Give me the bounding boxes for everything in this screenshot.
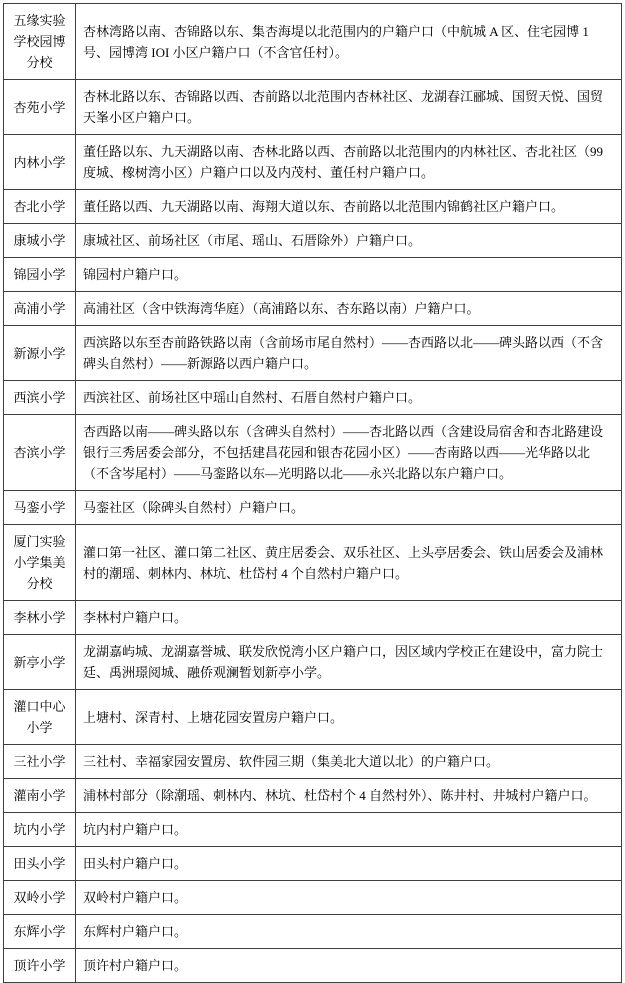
school-name-cell: 五缘实验学校园博分校 (4, 4, 76, 80)
table-row (4, 813, 622, 847)
table-row (4, 292, 622, 326)
district-cell: 顶许村户籍户口。 (76, 949, 622, 983)
district-cell: 高浦社区（含中铁海湾华庭）（高浦路以东、杏东路以南）户籍户口。 (76, 292, 622, 326)
district-cell: 浦林村部分（除潮瑶、刺林内、林坑、杜岱村个 4 自然村外）、陈井村、井城村户籍户口。 (76, 779, 622, 813)
district-cell: 杏林北路以东、杏锦路以西、杏前路以北范围内杏林社区、龙湖春江郦城、国贸天悦、国贸天峯小区户籍户口。 (76, 80, 622, 135)
table-row (4, 525, 622, 601)
school-name-cell: 杏滨小学 (4, 415, 76, 491)
school-name-cell: 杏北小学 (4, 190, 76, 224)
school-name-cell: 康城小学 (4, 224, 76, 258)
table-row (4, 779, 622, 813)
table-row (4, 4, 622, 80)
district-cell: 董任路以西、九天湖路以南、海翔大道以东、杏前路以北范围内锦鹤社区户籍户口。 (76, 190, 622, 224)
school-name-cell: 李林小学 (4, 601, 76, 635)
school-name-cell: 马銮小学 (4, 491, 76, 525)
school-name-cell: 新源小学 (4, 326, 76, 381)
school-name-cell: 新亭小学 (4, 635, 76, 690)
district-cell: 上塘村、深青村、上塘花园安置房户籍户口。 (76, 690, 622, 745)
school-name-cell: 双岭小学 (4, 881, 76, 915)
table-row (4, 381, 622, 415)
district-cell: 龙湖嘉屿城、龙湖嘉誉城、联发欣悦湾小区户籍户口，因区域内学校正在建设中，富力院士廷、禹洲璟阅城、融侨观澜暂划新亭小学。 (76, 635, 622, 690)
school-name-cell: 内林小学 (4, 135, 76, 190)
table-row (4, 915, 622, 949)
district-cell: 李林村户籍户口。 (76, 601, 622, 635)
table-row (4, 491, 622, 525)
table-row (4, 881, 622, 915)
district-cell: 杏西路以南——碑头路以东（含碑头自然村）——杏北路以西（含建设局宿舍和杏北路建设银行三秀居委会部分，不包括建昌花园和银杏花园小区）——杏南路以西——光华路以北（不含岑尾村）——马銮路以东—光明路以北——永兴北路以东户籍户口。 (76, 415, 622, 491)
table-row (4, 415, 622, 491)
table-row (4, 601, 622, 635)
district-cell: 锦园村户籍户口。 (76, 258, 622, 292)
table-row (4, 326, 622, 381)
school-name-cell: 高浦小学 (4, 292, 76, 326)
district-cell: 董任路以东、九天湖路以南、杏林北路以西、杏前路以北范围内的内林社区、杏北社区（99 度城、橡树湾小区）户籍户口以及内茂村、董任村户籍户口。 (76, 135, 622, 190)
district-cell: 马銮社区（除碑头自然村）户籍户口。 (76, 491, 622, 525)
school-name-cell: 东辉小学 (4, 915, 76, 949)
table-row (4, 949, 622, 983)
table-row (4, 224, 622, 258)
district-cell: 三社村、幸福家园安置房、软件园三期（集美北大道以北）的户籍户口。 (76, 745, 622, 779)
district-cell: 坑内村户籍户口。 (76, 813, 622, 847)
district-cell: 东辉村户籍户口。 (76, 915, 622, 949)
school-name-cell: 杏苑小学 (4, 80, 76, 135)
school-name-cell: 灌口中心小学 (4, 690, 76, 745)
table-row (4, 190, 622, 224)
school-name-cell: 坑内小学 (4, 813, 76, 847)
district-cell: 康城社区、前场社区（市尾、瑶山、石厝除外）户籍户口。 (76, 224, 622, 258)
school-name-cell: 田头小学 (4, 847, 76, 881)
school-name-cell: 锦园小学 (4, 258, 76, 292)
district-cell: 西滨社区、前场社区中瑶山自然村、石厝自然村户籍户口。 (76, 381, 622, 415)
school-name-cell: 三社小学 (4, 745, 76, 779)
school-name-cell: 西滨小学 (4, 381, 76, 415)
district-cell: 杏林湾路以南、杏锦路以东、集杏海堤以北范围内的户籍户口（中航城 A 区、住宅园博 1 号、园博湾 IOI 小区户籍户口（不含官任村）。 (76, 4, 622, 80)
table-row (4, 135, 622, 190)
school-name-cell: 顶许小学 (4, 949, 76, 983)
table-row (4, 80, 622, 135)
table-row (4, 258, 622, 292)
district-cell: 田头村户籍户口。 (76, 847, 622, 881)
district-cell: 灌口第一社区、灌口第二社区、黄庄居委会、双乐社区、上头亭居委会、铁山居委会及浦林村的潮瑶、刺林内、林坑、杜岱村 4 个自然村户籍户口。 (76, 525, 622, 601)
school-name-cell: 厦门实验小学集美分校 (4, 525, 76, 601)
table-row (4, 690, 622, 745)
table-row (4, 635, 622, 690)
district-cell: 双岭村户籍户口。 (76, 881, 622, 915)
school-name-cell: 灌南小学 (4, 779, 76, 813)
table-row (4, 847, 622, 881)
district-cell: 西滨路以东至杏前路铁路以南（含前场市尾自然村）——杏西路以北——碑头路以西（不含碑头自然村）——新源路以西户籍户口。 (76, 326, 622, 381)
table-row (4, 745, 622, 779)
school-admission-district-table (3, 3, 622, 983)
